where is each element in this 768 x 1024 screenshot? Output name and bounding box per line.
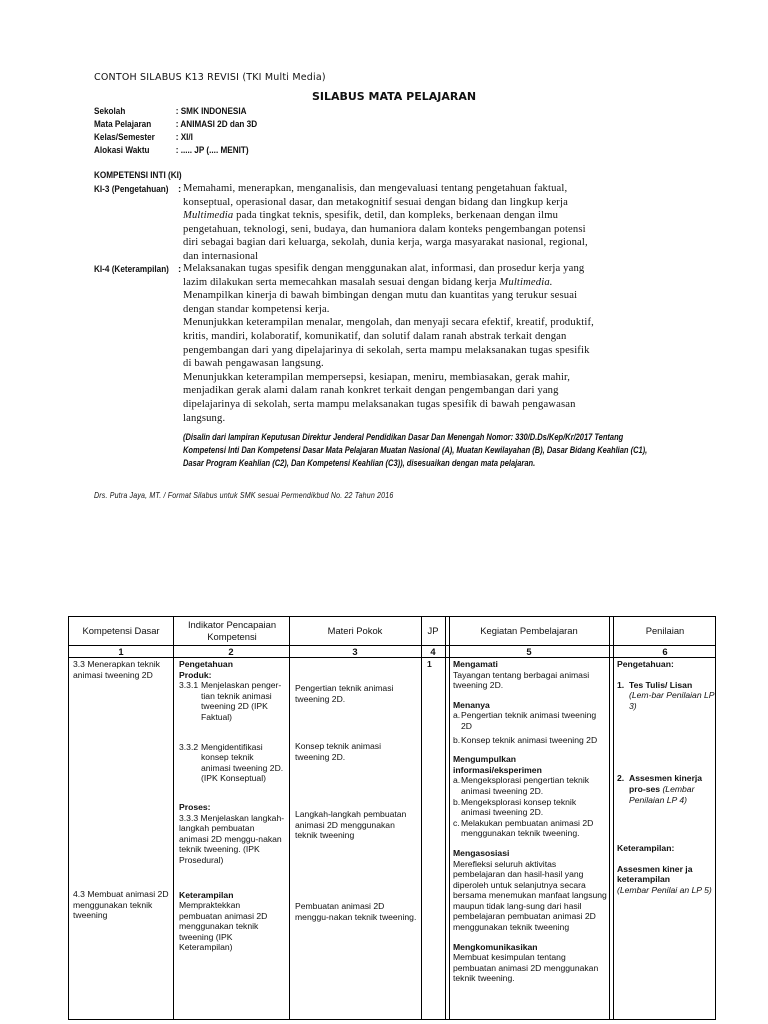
materi-2: Konsep teknik animasi tweening 2D.	[295, 741, 381, 762]
jp-value: 1	[427, 659, 432, 669]
ki4-line: Menunjukkan keterampilan mempersepsi, kesiapan, meniru, membiasakan, gerak mahir,	[183, 371, 571, 383]
kegiatan-mengamati: Mengamati	[453, 659, 498, 669]
ki3-line	[183, 209, 693, 223]
kegiatan-menanya-a: Pengertian teknik animasi tweening 2D	[461, 710, 597, 731]
th-penilaian: Penilaian	[645, 625, 685, 636]
penilaian-2-number: 2.	[617, 773, 625, 784]
kegiatan-menanya: Menanya	[453, 699, 490, 710]
ki4-line: dengan standar kompetensi kerja.	[183, 303, 330, 315]
penilaian-1-italic: (Lem-bar Penilaian LP 3)	[629, 690, 715, 711]
ki3-line: Memahami, menerapkan, menganalisis, dan mengevaluasi tentang pengetahuan faktual,	[183, 183, 568, 194]
ipk-331-text: Menjelaskan penger-tian teknik animasi tweening 2D (IPK Faktual)	[201, 680, 282, 722]
ki4-line: langsung.	[183, 412, 226, 424]
kegiatan-mengumpulkan-a: Mengeksplorasi pengertian teknik animasi tweening 2D.	[461, 775, 590, 796]
penilaian-1-number: 1.	[617, 679, 625, 690]
meta-value-sekolah: : SMK INDONESIA	[175, 106, 247, 117]
kegiatan-mengumpulkan-b: Mengeksplorasi konsep teknik animasi tweening 2D.	[461, 796, 577, 818]
meta-block	[94, 106, 294, 162]
th-kegiatan: Kegiatan Pembelajaran	[480, 625, 578, 636]
materi-1: Pengertian teknik animasi tweening 2D.	[295, 683, 394, 704]
table-col-divider	[445, 617, 446, 1019]
meta-key-sekolah: Sekolah	[94, 106, 126, 117]
penilaian-keterampilan: Keterampilan:	[617, 843, 675, 854]
ki3-line: diri sebagai bagian dari keluarga, sekolah, dunia kerja, warga masyarakat nasional, regional,	[183, 237, 588, 249]
meta-value-alokasi: : ..... JP (.... MENIT)	[175, 145, 249, 156]
th-indikator: Indikator Pencapaian Kompetensi	[187, 619, 277, 642]
penilaian-k-bold: Assesmen kiner ja keterampilan	[617, 863, 693, 885]
ki4-line: dipelajarinya di sekolah, serta mampu melaksanakan tugas spesifik di bawah pengawasan	[183, 398, 576, 410]
penilaian-2-bold: Assesmen kinerja pro-ses	[629, 773, 703, 794]
ipk-pengetahuan-label: Pengetahuan	[179, 659, 233, 669]
kegiatan-mengamati-text: Tayangan tentang berbagai animasi tweening 2D.	[453, 669, 590, 691]
ki4-multimedia: Multimedia.	[499, 276, 553, 288]
kegiatan-mengumpulkan: Mengumpulkan informasi/eksperimen	[453, 754, 542, 775]
ipk-332-number: 3.3.2	[179, 741, 199, 752]
col-number: 6	[662, 646, 668, 657]
kegiatan-mengasosiasi: Mengasosiasi	[453, 847, 510, 858]
ki3-line: dan internasional	[183, 250, 259, 262]
kegiatan-mengkomunikasikan-text: Membuat kesimpulan tentang pembuatan animasi 2D menggunakan teknik tweening.	[453, 952, 599, 984]
col-number: 1	[118, 646, 124, 657]
th-jp: JP	[427, 625, 439, 636]
table-col-divider	[289, 617, 290, 1019]
materi-4: Pembuatan animasi 2D menggu-nakan teknik tweening.	[295, 901, 417, 922]
ki4-line: Melaksanakan tugas spesifik dengan menggunakan alat, informasi, dan prosedur kerja yang	[183, 263, 585, 274]
page-title: SILABUS MATA PELAJARAN	[311, 90, 477, 103]
table-row-divider	[69, 657, 715, 658]
ki3-text	[183, 182, 693, 264]
meta-key-alokasi: Alokasi Waktu	[94, 145, 150, 156]
ki4-line	[183, 276, 693, 290]
ki4-label: KI-4 (Keterampilan)	[94, 264, 169, 275]
ki3-line3-rest: pada tingkat teknis, spesifik, detil, dan kompleks, berkenaan dengan ilmu	[233, 210, 559, 222]
penilaian-k-italic: (Lembar Penilai an LP 5)	[617, 884, 712, 895]
col-number: 5	[526, 646, 532, 657]
kd-3-3: 3.3 Menerapkan teknik animasi tweening 2D	[73, 659, 160, 680]
source-note-line: Dasar Program Keahlian (C2), Dan Kompetensi Keahlian (C3)), disesuaikan dengan mata pelajaran.	[183, 457, 536, 468]
penilaian-1-bold: Tes Tulis/ Lisan	[629, 679, 693, 690]
ipk-proses-label: Proses:	[179, 801, 211, 812]
meta-value-kelas: : XI/I	[175, 132, 193, 143]
kegiatan-mengkomunikasikan: Mengkomunikasikan	[453, 941, 538, 952]
meta-value-mapel: : ANIMASI 2D dan 3D	[175, 119, 258, 130]
kegiatan-menanya-b: Konsep teknik animasi tweening 2D	[461, 734, 598, 745]
ki4-line: kritis, mandiri, kolaboratif, komunikatif, dan solutif dalam ranah abstrak terkait dengan	[183, 330, 567, 342]
ki3-line: pengetahuan, teknologi, seni, budaya, dan humaniora dalam konteks pengembangan potensi	[183, 223, 586, 235]
kegiatan-column: Mengamati Tayangan tentang berbagai animasi tweening 2D. Menanya a. Pengertian teknik animasi tweening 2D b. Konsep teknik animasi tweening 2D Mengumpulkan informasi/eksperimen a. Mengeksplorasi pengertian teknik animasi tweening 2D. b. Mengeksplorasi konsep teknik animasi tweening 2D. c. Melakukan pembuatan animasi 2D menggunakan teknik tweening. Mengasosiasi Merefleksi seluruh aktivitas pembelajaran dan hasil-hasil yang diperoleh untuk selanjutnya secara bersama menemukan manfaat langsung maupun tidak lang-sung dari hasil pembelajaran pembuatan animasi 2D menggunakan teknik tweening Mengkomunikasikan Membuat kesimpulan tentang pembuatan animasi 2D menggunakan teknik tweening.	[453, 659, 607, 984]
ki4-colon: :	[178, 264, 182, 275]
ipk-331-number: 3.3.1	[179, 680, 199, 691]
col-number: 2	[228, 646, 234, 657]
meta-key-mapel: Mata Pelajaran	[94, 119, 152, 130]
materi-3: Langkah-langkah pembuatan animasi 2D menggunakan teknik tweening	[295, 809, 407, 841]
table-col-divider	[609, 617, 610, 1019]
document-top-line: CONTOH SILABUS K13 REVISI (TKI Multi Media)	[94, 72, 326, 83]
meta-key-kelas: Kelas/Semester	[94, 132, 155, 143]
ipk-332-text: Mengidentifikasi konsep teknik animasi tweening 2D. (IPK Konseptual)	[201, 741, 284, 784]
table-col-divider	[613, 617, 614, 1019]
ki4-line: Menampilkan kinerja di bawah bimbingan dengan mutu dan kuantitas yang terukur sesuai	[183, 290, 578, 302]
ki3-multimedia: Multimedia	[183, 210, 234, 222]
ki3-line: konseptual, operasional dasar, dan metakognitif sesuai dengan bidang dan lingkup kerja	[183, 196, 568, 208]
ki4-text	[183, 262, 693, 425]
syllabus-table	[68, 616, 716, 1020]
ipk-produk-label: Produk:	[179, 669, 212, 680]
kd-4-3: 4.3 Membuat animasi 2D menggunakan teknik tweening	[73, 889, 169, 921]
footer-credit: Drs. Putra Jaya, MT. / Format Silabus untuk SMK sesuai Permendikbud No. 22 Tahun 2016	[94, 491, 394, 500]
col-number: 3	[352, 646, 358, 657]
table-col-divider	[449, 617, 450, 1019]
col-number: 4	[430, 646, 436, 657]
ipk-keterampilan-label: Keterampilan	[179, 889, 234, 900]
ki4-line: Menunjukkan keterampilan menalar, mengolah, dan menyaji secara efektif, kreatif, produktif,	[183, 317, 594, 329]
ki3-colon: :	[178, 184, 182, 195]
kegiatan-mengumpulkan-c: Melakukan pembuatan animasi 2D menggunakan teknik tweening.	[461, 817, 594, 839]
penilaian-column	[617, 659, 715, 896]
ki-heading: KOMPETENSI INTI (KI)	[94, 170, 182, 181]
kegiatan-mengasosiasi-text: Merefleksi seluruh aktivitas pembelajaran dan hasil-hasil yang diperoleh untuk selanjutnya secara bersama menemukan manfaat langsung maupun tidak lang-sung dari hasil pembelajaran pembuatan animasi 2D menggunakan teknik tweening	[453, 858, 607, 933]
ki4-line: pengembangan dari yang dipelajarinya di sekolah, serta mampu melaksanakan tugas spesifik	[183, 344, 590, 356]
th-kompetensi-dasar: Kompetensi Dasar	[82, 625, 160, 636]
ki3-label: KI-3 (Pengetahuan)	[94, 184, 169, 195]
ki4-line: menjadikan gerak alami dalam ranah konkret terkait dengan pengembangan dari yang	[183, 385, 559, 397]
source-note	[183, 430, 703, 469]
ki4-line: di bawah pengawasan langsung.	[183, 358, 324, 370]
ipk-333-text: 3.3.3 Menjelaskan langkah-langkah pembuatan animasi 2D menggu-nakan teknik tweening. (IPK Prosedural)	[179, 812, 285, 865]
th-materi-pokok: Materi Pokok	[327, 625, 383, 636]
ipk-keterampilan-text: Mempraktekkan pembuatan animasi 2D menggunakan teknik tweening (IPK Keterampilan)	[179, 900, 268, 953]
source-note-line: (Disalin dari lampiran Keputusan Direktur Jenderal Pendidikan Dasar Dan Menengah Nomor: 330/D.Ds/Kep/Kr/2017 Tentang	[183, 431, 624, 442]
table-col-divider	[421, 617, 422, 1019]
penilaian-pengetahuan: Pengetahuan:	[617, 659, 674, 669]
ipk-column	[179, 659, 285, 953]
source-note-line: Kompetensi Inti Dan Kompetensi Dasar Mata Pelajaran Muatan Nasional (A), Muatan Kewilayahan (B), Dasar Bidang Keahlian (C1),	[183, 444, 648, 455]
table-col-divider	[173, 617, 174, 1019]
penilaian-2-italic: (Lembar Penilaian LP 4)	[629, 783, 695, 805]
ki4-line2-pre: lazim dilakukan serta memecahkan masalah sesuai dengan bidang kerja	[183, 276, 500, 288]
